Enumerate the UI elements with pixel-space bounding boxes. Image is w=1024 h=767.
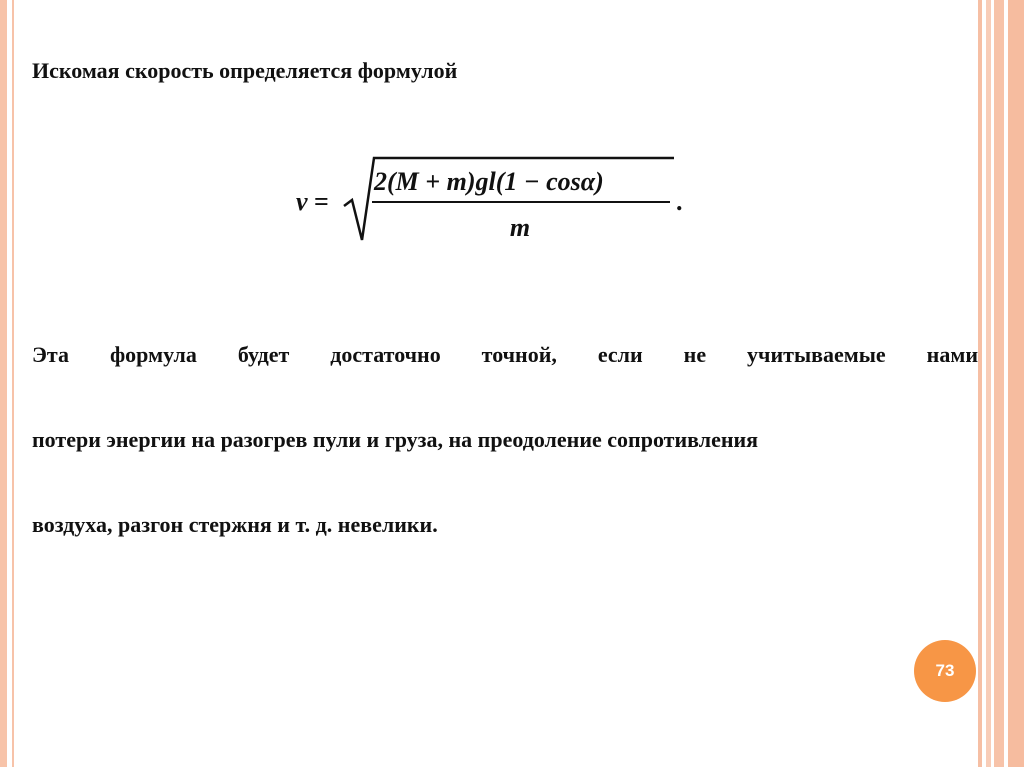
- formula-denominator: m: [509, 213, 531, 242]
- velocity-formula: [262, 148, 682, 248]
- formula-equals: =: [314, 187, 329, 216]
- paragraph-line: потери энергии на разогрев пули и груза, на преодоление сопротивления: [32, 427, 759, 452]
- slide-content: [32, 0, 978, 767]
- right-border-stripe: [978, 0, 982, 767]
- explanation-paragraph: [32, 312, 978, 567]
- formula-numerator: 2(M + m)gl(1 − cosα): [374, 167, 604, 196]
- left-border-bar: [0, 0, 7, 767]
- formula-lhs: v: [296, 187, 308, 216]
- right-border-stripe: [994, 0, 1004, 767]
- formula-trailing-period: .: [676, 187, 682, 216]
- slide-heading: Искомая скорость определяется формулой: [32, 58, 458, 83]
- paragraph-line: Эта формула будет достаточно точной, если не учитываемые нами: [32, 342, 978, 367]
- paragraph-line: воздуха, разгон стержня и т. д. невелики.: [32, 512, 438, 537]
- right-border-stripe: [986, 0, 991, 767]
- left-border-line: [12, 0, 14, 767]
- page-number-badge: 73: [914, 640, 976, 702]
- right-border-stripe: [1008, 0, 1024, 767]
